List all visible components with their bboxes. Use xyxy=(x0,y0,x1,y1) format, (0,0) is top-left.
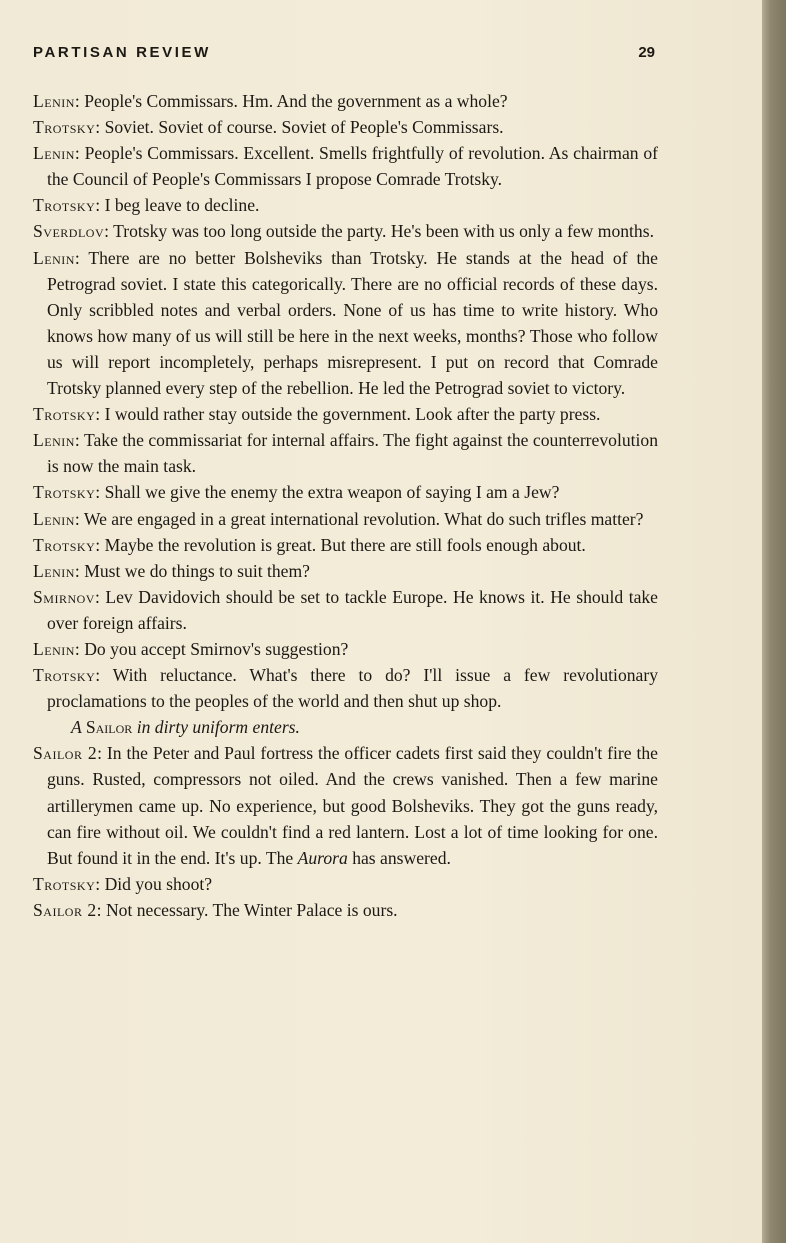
dialogue-line: Lenin: People's Commissars. Hm. And the government as a whole? xyxy=(33,91,508,111)
dialogue-line: Lenin: Take the commissariat for internal affairs. The fight against the counterrevolution is now the main task. xyxy=(33,430,658,477)
speaker-name: Trotsky xyxy=(33,665,96,686)
speaker-name: Sailor 2 xyxy=(33,899,97,920)
speaker-name: Trotsky xyxy=(33,534,96,555)
speaker-name: Lenin xyxy=(33,143,75,164)
speaker-name: Trotsky xyxy=(33,873,96,894)
speech: Take the commissariat for internal affairs. The fight against the counterrevolution is now the main task. xyxy=(47,430,658,477)
speaker-name: Trotsky xyxy=(33,117,96,138)
speech: Must we do things to suit them? xyxy=(84,560,310,581)
speaker-name: Lenin xyxy=(33,508,75,529)
speaker-name: Trotsky xyxy=(33,482,96,503)
speech: Trotsky was too long outside the party. He's been with us only a few months. xyxy=(113,221,654,242)
speaker-name: Trotsky xyxy=(33,195,96,216)
dialogue-line: Trotsky: Did you shoot? xyxy=(33,873,213,894)
speech: We are engaged in a great international revolution. What do such trifles matter? xyxy=(83,508,644,529)
speaker-name: Lenin xyxy=(33,91,75,111)
dialogue-line: Trotsky: Maybe the revolution is great. But there are still fools enough about. xyxy=(33,534,586,555)
speech: People's Commissars. Excellent. Smells frightfully of revolution. As chairman of the Council of People's Commissars I propose Comrade Trotsky. xyxy=(47,143,658,190)
speech: Not necessary. The Winter Palace is ours. xyxy=(105,899,398,920)
speaker-name: Lenin xyxy=(33,560,75,581)
stage-direction-article: A xyxy=(71,717,82,738)
speech: Shall we give the enemy the extra weapon of saying I am a Jew? xyxy=(104,482,560,503)
speech: People's Commissars. Hm. And the government as a whole? xyxy=(84,91,508,111)
dialogue-line: Trotsky: I beg leave to decline. xyxy=(33,195,260,216)
speaker-name: Trotsky xyxy=(33,404,96,425)
stage-direction xyxy=(33,714,658,740)
speaker-name: Lenin xyxy=(33,638,75,659)
dialogue-line: Lenin: There are no better Bolsheviks than Trotsky. He stands at the head of the Petrograd soviet. I state this categorically. There are no official records of these days. Only scribbled notes and verbal orders. None of us has time to write history. Who knows how many of us will still be here in the next weeks, months? Those who follow us will report incompletely, perhaps misrepresent. I put on record that Comrade Trotsky planned every step of the rebellion. He led the Petrograd soviet to victory. xyxy=(33,247,658,399)
speech: I beg leave to decline. xyxy=(104,195,260,216)
page-number: 29 xyxy=(638,44,655,61)
speaker-name: Lenin xyxy=(33,430,75,451)
dialogue-line: Trotsky: Soviet. Soviet of course. Soviet of People's Commissars. xyxy=(33,117,504,138)
stage-direction-name: Sailor xyxy=(85,717,133,738)
speech: Do you accept Smirnov's suggestion? xyxy=(84,638,349,659)
speaker-name: Sailor 2 xyxy=(33,743,98,764)
speaker-name: Smirnov xyxy=(33,586,95,607)
dialogue-line: Trotsky: I would rather stay outside the government. Look after the party press. xyxy=(33,404,601,425)
speech: I would rather stay outside the government. Look after the party press. xyxy=(104,404,601,425)
page-header xyxy=(33,44,655,61)
dialogue-line: Lenin: Do you accept Smirnov's suggestion? xyxy=(33,638,349,659)
speech: Lev Davidovich should be set to tackle Europe. He knows it. He should take over foreign affairs. xyxy=(47,586,658,633)
speaker-name: Sverdlov xyxy=(33,221,105,242)
ship-name: Aurora xyxy=(297,847,348,868)
dialogue-line: Lenin: Must we do things to suit them? xyxy=(33,560,310,581)
dialogue-line: Trotsky: With reluctance. What's there to do? I'll issue a few revolutionary proclamations to the peoples of the world and then shut up shop. xyxy=(33,665,658,712)
stage-direction-text: in dirty uniform enters. xyxy=(136,717,300,738)
speech: Soviet. Soviet of course. Soviet of People's Commissars. xyxy=(104,117,504,138)
speaker-name: Lenin xyxy=(33,247,75,268)
dialogue-line: Sverdlov: Trotsky was too long outside the party. He's been with us only a few months. xyxy=(33,221,654,242)
speech: Did you shoot? xyxy=(104,873,213,894)
dialogue-line: Smirnov: Lev Davidovich should be set to tackle Europe. He knows it. He should take over foreign affairs. xyxy=(33,586,658,633)
speech: Maybe the revolution is great. But there are still fools enough about. xyxy=(104,534,586,555)
speech: With reluctance. What's there to do? I'll issue a few revolutionary proclamations to the peoples of the world and then shut up shop. xyxy=(47,665,658,712)
book-spine xyxy=(762,0,786,1243)
dialogue-line: Lenin: We are engaged in a great international revolution. What do such trifles matter? xyxy=(33,508,644,529)
running-head: PARTISAN REVIEW xyxy=(33,44,211,61)
dialogue-line: Sailor 2: In the Peter and Paul fortress the officer cadets first said they couldn't fire the guns. Rusted, compressors not oiled. And the crews vanished. Then a few marine artillerymen came up. No experience, but good Bolsheviks. They got the guns ready, can fire without oil. We couldn't find a red lantern. Lost a lot of time looking for one. But found it in the end. It's up. The Aurora has answered. xyxy=(33,743,658,868)
dialogue-line: Sailor 2: Not necessary. The Winter Palace is ours. xyxy=(33,899,398,920)
play-text xyxy=(33,88,658,923)
dialogue-line: Lenin: People's Commissars. Excellent. Smells frightfully of revolution. As chairman of the Council of People's Commissars I propose Comrade Trotsky. xyxy=(33,143,658,190)
speech-end: has answered. xyxy=(352,847,451,868)
speech: There are no better Bolsheviks than Trotsky. He stands at the head of the Petrograd soviet. I state this categorically. There are no official records of these days. Only scribbled notes and verbal orders. None of us has time to write history. Who knows how many of us will still be here in the next weeks, months? Those who follow us will report incompletely, perhaps misrepresent. I put on record that Comrade Trotsky planned every step of the rebellion. He led the Petrograd soviet to victory. xyxy=(47,247,658,399)
speech: In the Peter and Paul fortress the officer cadets first said they couldn't fire the guns. Rusted, compressors not oiled. And the crews vanished. Then a few marine artillerymen came up. No experience, but good Bolsheviks. They got the guns ready, can fire without oil. We couldn't find a red lantern. Lost a lot of time looking for one. But found it in the end. It's up. The xyxy=(47,743,658,868)
dialogue-line: Trotsky: Shall we give the enemy the extra weapon of saying I am a Jew? xyxy=(33,482,560,503)
